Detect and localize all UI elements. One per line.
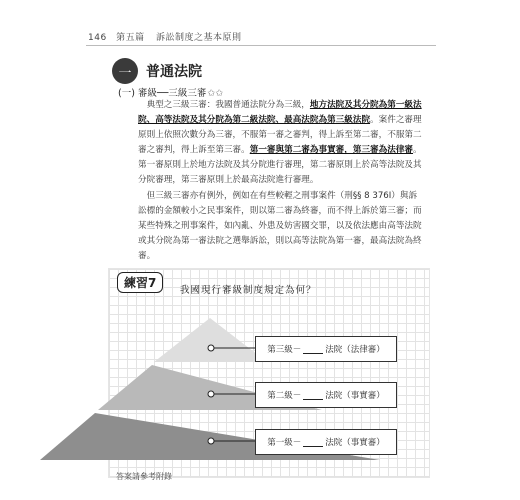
page-number: 146 <box>88 33 107 43</box>
level-two-suffix: 法院（事實審） <box>325 391 385 401</box>
level-two-box <box>255 382 397 408</box>
emphasized-text: 第一審與第二審為事實審，第三審為法律審 <box>249 145 414 156</box>
paragraph-text: 。第一審原則上於地方法院及其分院進行審理，第二審原則上於高等法院及其分院審理，第三審原則上於最高法院進行審理。 <box>138 145 422 186</box>
level-three-prefix: 第三級－ <box>267 345 302 355</box>
level-three-blank[interactable] <box>303 345 323 354</box>
level-three-box <box>255 336 397 362</box>
importance-stars: ✩✩ <box>207 88 224 99</box>
practice-question: 我國現行審級制度規定為何？ <box>180 285 317 296</box>
level-one-suffix: 法院（事實審） <box>325 438 385 448</box>
paragraph-text: 典型之三級三審：我國普通法院分為三級， <box>146 100 310 110</box>
pyramid-tier-top <box>154 318 267 362</box>
pointer-dot-middle <box>208 391 214 397</box>
level-one-blank[interactable] <box>303 438 323 447</box>
emphasized-text: 地方法院及其分院為第一級法院、高等法院及其分院為第二級法院、最高法院為第三級法院 <box>138 100 422 126</box>
answer-note: 答案請參考附錄 <box>116 472 172 481</box>
level-three-suffix: 法院（法律審） <box>325 345 385 355</box>
practice-label: 練習7 <box>117 272 163 293</box>
level-two-prefix: 第二級－ <box>267 391 302 401</box>
level-two-blank[interactable] <box>303 391 323 400</box>
subsection-label: (一) 審級──三級三審 <box>118 88 207 99</box>
chapter-title: 訴訟制度之基本原則 <box>155 33 242 43</box>
pointer-dot-top <box>208 345 214 351</box>
paragraph-text: 。案件之審理原則上依照次數分為三審，不服第一審之審判，得上訴至第二審，不服第二審之審判，得上訴至第三審。 <box>138 115 422 156</box>
part-label: 第五篇 <box>116 33 145 43</box>
section-number-badge: 一 <box>112 58 138 84</box>
level-one-prefix: 第一級－ <box>267 438 302 448</box>
section-title: 普通法院 <box>146 64 202 80</box>
level-one-box <box>255 429 397 455</box>
pointer-dot-bottom <box>208 438 214 444</box>
paragraph-text: 但三級三審亦有例外，例如在有些較輕之刑事案件（刑§§ 8 376Ⅰ）與訴訟標的金額較小之民事案件，則以第二審為終審，而不得上訴於第三審；而某些特殊之刑事案件，如內亂、外患及妨害國交罪，以及依法應由高等法院或其分院為第一審法院之選舉訴訟，則以高等法院為第一審，最高法院為終審。 <box>138 190 422 261</box>
